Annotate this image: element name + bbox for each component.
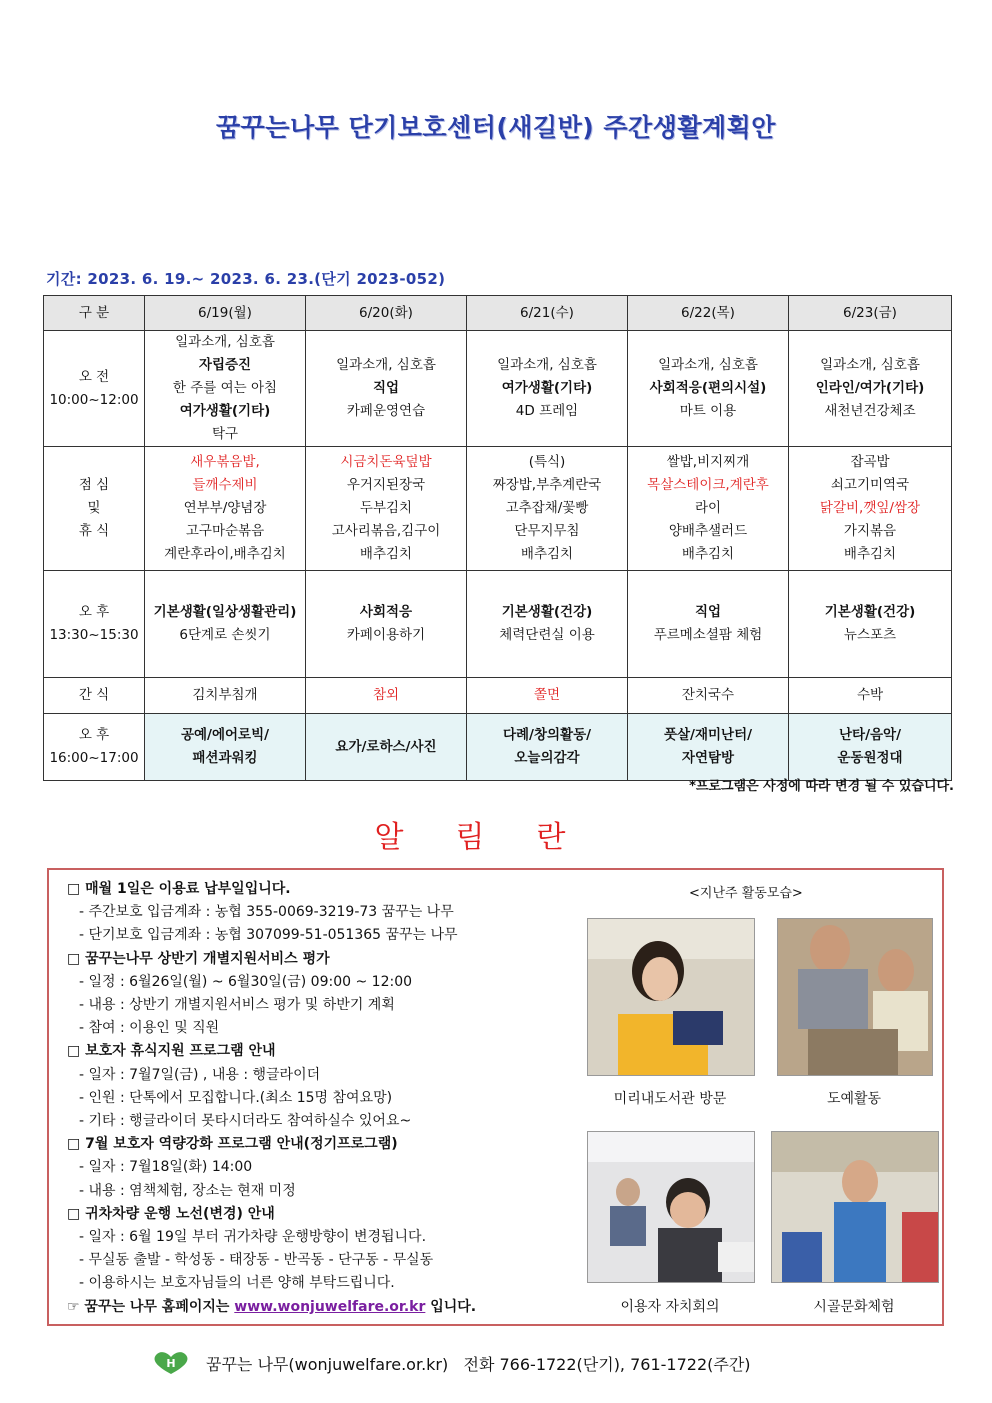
cell-line: 풋살/재미난터/ [663, 727, 753, 743]
notice-item: - 일자 : 7월18일(화) 14:00 [79, 1159, 253, 1176]
notice-item: - 내용 : 염책체험, 장소는 현재 미정 [79, 1182, 296, 1199]
cell-line: 일과소개, 심호흡 [336, 357, 436, 373]
lunch-cell [306, 447, 467, 571]
snack-cell: 쫄면 [467, 678, 628, 714]
afternoon-row [44, 571, 952, 678]
afternoon-cell [789, 571, 952, 678]
photo-caption: 도예활동 [826, 1091, 882, 1107]
lunch-cell [145, 447, 306, 571]
cell-line: 마트 이용 [679, 403, 737, 419]
photo-caption: 미리내도서관 방문 [613, 1091, 727, 1107]
lunch-cell [467, 447, 628, 571]
day-header: 6/22(목) [628, 296, 789, 331]
cell-line: 양배추샐러드 [668, 523, 748, 539]
notice-item: - 참여 : 이용인 및 직원 [79, 1020, 220, 1037]
snack-label: 간 식 [44, 678, 145, 714]
afternoon-label: 오 후 [78, 604, 110, 620]
snack-row [44, 678, 952, 714]
cell-line: (특식) [528, 454, 566, 470]
cell-line: 자연탐방 [681, 750, 735, 766]
lunch-cell [789, 447, 952, 571]
svg-text:H: H [166, 1357, 176, 1370]
notice-item: - 일자 : 6월 19일 부터 귀가차량 운행방향이 변경됩니다. [79, 1229, 427, 1246]
cell-line: 푸르메소셜팜 체험 [653, 627, 763, 643]
notice-heading: □ 보호자 휴식지원 프로그램 안내 [67, 1043, 276, 1060]
cell-line: 일과소개, 심호흡 [497, 357, 597, 373]
homepage-line [67, 1296, 587, 1319]
period-label: 기간: 2023. 6. 19.~ 2023. 6. 23.(단기 2023-052) [46, 270, 446, 288]
homepage-link[interactable]: www.wonjuwelfare.or.kr [234, 1298, 426, 1315]
morning-row [44, 331, 952, 447]
afternoon-cell [628, 571, 789, 678]
cell-line: 기본생활(건강) [501, 604, 593, 620]
header-row [44, 296, 952, 331]
cell-line: 오늘의감각 [514, 750, 580, 766]
afternoon-row-header [44, 571, 145, 678]
footer [150, 1350, 751, 1376]
morning-cell [467, 331, 628, 447]
afternoon-cell [306, 571, 467, 678]
snack-cell: 잔치국수 [628, 678, 789, 714]
morning-cell [789, 331, 952, 447]
cell-line [789, 497, 951, 520]
cell-line: 기본생활(일상생활관리) [153, 604, 297, 620]
late-cell [789, 714, 952, 781]
cell-line: 라이 [694, 500, 722, 516]
notice-item: - 일정 : 6월26일(월) ~ 6월30일(금) 09:00 ~ 12:00 [79, 973, 413, 990]
cell-line: 자립증진 [198, 357, 252, 373]
day-header: 6/19(월) [145, 296, 306, 331]
cell-line: 사회적응(편의시설) [649, 380, 767, 396]
cell-line: 계란후라이,배추김치 [164, 546, 286, 562]
lunch-row-header [44, 447, 145, 571]
snack-cell: 수박 [789, 678, 952, 714]
late-afternoon-row [44, 714, 952, 781]
notice-item: - 내용 : 상반기 개별지원서비스 평가 및 하반기 계획 [79, 997, 395, 1014]
tree-logo-icon [150, 1350, 192, 1376]
cell-line: 일과소개, 심호흡 [175, 334, 275, 350]
cell-line [628, 474, 788, 497]
morning-cell [145, 331, 306, 447]
notice-item: - 일자 : 7월7일(금) , 내용 : 행글라이더 [79, 1066, 321, 1083]
cell-line: 새천년건강체조 [824, 403, 916, 419]
photo-caption: 이용자 자치회의 [620, 1299, 720, 1315]
corner-cell: 구 분 [44, 296, 145, 331]
homepage-prefix: ☞ 꿈꾸는 나무 홈페이지는 [67, 1298, 230, 1315]
lunch-label: 점 심 [78, 477, 110, 493]
cell-line: 우거지된장국 [346, 477, 426, 493]
cell-line: 여가생활(기타) [179, 403, 271, 419]
cell-line: 4D 프레임 [515, 403, 579, 419]
notice-heading: □ 매월 1일은 이용료 납부일입니다. [67, 881, 291, 897]
notice-title: 알림란 [374, 820, 618, 855]
self-governance-meeting-photo [587, 1131, 755, 1283]
late-label: 오 후 [78, 727, 110, 743]
footer-text: 꿈꾸는 나무(wonjuwelfare.or.kr) 전화 766-1722(단기), 761-1722(주간) [206, 1354, 751, 1374]
morning-time: 10:00~12:00 [49, 391, 139, 408]
cell-line: 체력단련실 이용 [499, 627, 595, 643]
cell-line: 쇠고기미역국 [830, 477, 910, 493]
cell-line: 다례/창의활동/ [502, 727, 592, 743]
cell-line: 잡곡밥 [850, 454, 890, 470]
day-header: 6/20(화) [306, 296, 467, 331]
notice-item: - 인원 : 단톡에서 모집합니다.(최소 15명 참여요망) [79, 1089, 393, 1106]
notice-heading: □ 꿈꾸는나무 상반기 개별지원서비스 평가 [67, 950, 330, 967]
late-cell [628, 714, 789, 781]
afternoon-cell [145, 571, 306, 678]
cell-line: 카페운영연습 [346, 403, 426, 419]
notice-item: - 기타 : 행글라이더 못타시더라도 참여하실수 있어요~ [79, 1113, 412, 1130]
late-time: 16:00~17:00 [49, 750, 139, 766]
cell-line: 들깨수제비 [192, 477, 258, 493]
morning-cell [628, 331, 789, 447]
cell-line: 시금치돈육덮밥 [340, 454, 432, 470]
cell-line: 뉴스포츠 [843, 627, 897, 643]
cell-line: 새우볶음밥, [190, 454, 260, 470]
cell-line: 고구마순볶음 [185, 523, 265, 539]
highlight-text: 닭갈비,깻잎/쌈장 [819, 500, 921, 516]
cell-line: 공예/에어로빅/ [180, 727, 270, 743]
notice-list [67, 878, 587, 1319]
cell-line: 배추김치 [843, 546, 897, 562]
notice-heading: □ 7월 보호자 역량강화 프로그램 안내(정기프로그램) [67, 1136, 398, 1153]
cell-line: 패션과워킹 [192, 750, 258, 766]
cell-line: 짜장밥,부추계란국 [492, 477, 602, 493]
lunch-label: 및 [87, 500, 101, 516]
photos-caption: <지난주 활동모습> [689, 886, 803, 901]
cell-line: 배추김치 [681, 546, 735, 562]
cell-line: 요가/로하스/사진 [335, 738, 437, 755]
snack-cell: 김치부침개 [145, 678, 306, 714]
morning-label: 오 전 [78, 368, 110, 385]
late-cell [145, 714, 306, 781]
cell-line: 두부김치 [359, 500, 413, 516]
cell-line: 연부부/양념장 [183, 500, 267, 516]
morning-row-header [44, 331, 145, 447]
library-visit-photo [587, 918, 755, 1076]
cell-line: 배추김치 [520, 546, 574, 562]
notice-item: - 이용하시는 보호자님들의 너른 양해 부탁드립니다. [79, 1275, 395, 1292]
cell-line: 일과소개, 심호흡 [820, 357, 920, 373]
cell-line: 6단계로 손씻기 [179, 627, 271, 643]
cell-line: 단무지무침 [514, 523, 580, 539]
lunch-label: 휴 식 [78, 523, 110, 539]
weekly-schedule-table [43, 295, 952, 781]
cell-line: 인라인/여가(기타) [815, 380, 925, 396]
notice-box [47, 868, 944, 1326]
late-cell [467, 714, 628, 781]
afternoon-cell [467, 571, 628, 678]
cell-line: 직업 [372, 380, 400, 396]
day-header: 6/21(수) [467, 296, 628, 331]
cell-line: 운동원정대 [837, 750, 903, 766]
photo-caption: 시골문화체험 [813, 1299, 895, 1315]
morning-cell [306, 331, 467, 447]
day-header: 6/23(금) [789, 296, 952, 331]
notice-item: - 단기보호 입금계좌 : 농협 307099-51-051365 꿈꾸는 나무 [79, 927, 458, 944]
change-note: *프로그램은 사정에 따라 변경 될 수 있습니다. [689, 779, 954, 794]
cell-line: 가지볶음 [843, 523, 897, 539]
notice-item: - 무실동 출발 - 학성동 - 태장동 - 반곡동 - 단구동 - 무실동 [79, 1252, 434, 1269]
cell-line: 카페이용하기 [346, 627, 426, 643]
pottery-photo [777, 918, 933, 1076]
cell-line: 배추김치 [359, 546, 413, 562]
homepage-suffix: 입니다. [430, 1298, 477, 1315]
cell-line: 직업 [694, 604, 722, 620]
cell-line: 사회적응 [359, 604, 413, 620]
highlight-text: 목살스테이크,계란후 [647, 477, 769, 493]
cell-line: 일과소개, 심호흡 [658, 357, 758, 373]
notice-heading: □ 귀차차량 운행 노선(변경) 안내 [67, 1205, 275, 1222]
cell-line: 기본생활(건강) [824, 604, 916, 620]
rural-culture-photo [771, 1131, 939, 1283]
late-cell [306, 714, 467, 781]
lunch-row [44, 447, 952, 571]
late-row-header [44, 714, 145, 781]
cell-line: 난타/음악/ [838, 727, 902, 743]
lunch-cell [628, 447, 789, 571]
cell-line: 한 주를 여는 아침 [172, 380, 278, 396]
cell-line: 고추잡채/꽃빵 [505, 500, 589, 516]
page-title: 꿈꾸는나무 단기보호센터(새길반) 주간생활계획안 [216, 113, 776, 142]
cell-line: 여가생활(기타) [501, 380, 593, 396]
cell-line: 탁구 [211, 426, 239, 442]
notice-item: - 주간보호 입금계좌 : 농협 355-0069-3219-73 꿈꾸는 나무 [79, 904, 454, 921]
snack-cell: 참외 [306, 678, 467, 714]
afternoon-time: 13:30~15:30 [49, 627, 139, 643]
cell-line: 쌀밥,비지찌개 [666, 454, 750, 470]
cell-line: 고사리볶음,김구이 [331, 523, 441, 539]
